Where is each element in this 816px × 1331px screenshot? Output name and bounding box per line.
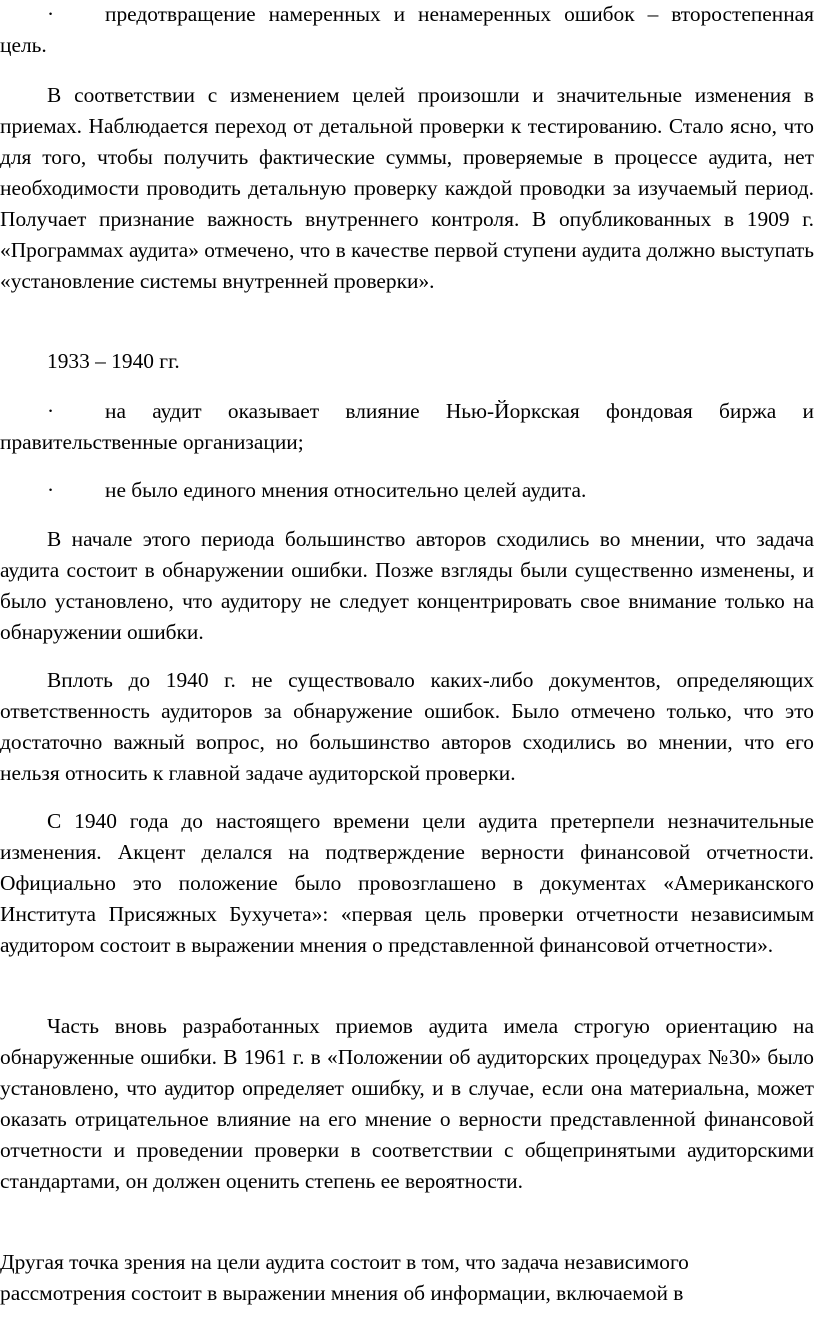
bullet-paragraph-no-consensus — [0, 475, 814, 506]
paragraph-text: С 1940 года до настоящего времени цели аудита претерпели незначительные изменения. Акцент делался на подтверждение верности финансовой отчетности. Официально это положение было провозглашено в документах «Американского Института Присяжных Бухучета»: «первая цель проверки отчетности независимым аудитором состоит в выражении мнения о представленной финансовой отчетности». — [0, 809, 814, 957]
paragraph-early-period — [0, 524, 814, 648]
bullet-marker: · — [47, 2, 55, 26]
paragraph-text: Часть вновь разработанных приемов аудита имела строгую ориентацию на обнаруженные ошибки. В 1961 г. в «Положении об аудиторских процедурах №30» было установлено, что аудитор определяет ошибку, и в случае, если она материальна, может оказать отрицательное влияние на его мнение о верности представленной финансовой отчетности и проведении проверки в соответствии с общепринятыми аудиторскими стандартами, он должен оценить степень ее вероятности. — [0, 1014, 814, 1193]
paragraph-since-1940 — [0, 806, 814, 961]
period-heading-1933-1940 — [0, 346, 814, 377]
paragraph-techniques-change — [0, 80, 814, 297]
paragraph-text: 1933 – 1940 гг. — [47, 349, 180, 373]
paragraph-text: предотвращение намеренных и ненамеренных ошибок – второстепенная цель. — [0, 2, 814, 57]
paragraph-text: Другая точка зрения на цели аудита состоит в том, что задача независимого рассмотрения состоит в выражении мнения об информации, включаемой в — [0, 1250, 689, 1305]
paragraph-other-view — [0, 1247, 814, 1309]
paragraph-text: В соответствии с изменением целей произошли и значительные изменения в приемах. Наблюдается переход от детальной проверки к тестированию. Стало ясно, что для того, чтобы получить фактические суммы, проверяемые в процессе аудита, нет необходимости проводить детальную проверку каждой проводки за изучаемый период. Получает признание важность внутреннего контроля. В опубликованных в 1909 г. «Программах аудита» отмечено, что в качестве первой ступени аудита должно выступать «установление системы внутренней проверки». — [0, 83, 814, 293]
paragraph-text: Вплоть до 1940 г. не существовало каких-либо документов, определяющих ответственность аудиторов за обнаружение ошибок. Было отмечено только, что это достаточно важный вопрос, но большинство авторов сходились во мнении, что его нельзя относить к главной задаче аудиторской проверки. — [0, 668, 814, 785]
bullet-marker: · — [47, 399, 55, 423]
paragraph-1961-statement — [0, 1011, 814, 1197]
bullet-paragraph-errors — [0, 0, 814, 61]
bullet-marker: · — [47, 478, 55, 502]
paragraph-text: В начале этого периода большинство авторов сходились во мнении, что задача аудита состоит в обнаружении ошибки. Позже взгляды были существенно изменены, и было установлено, что аудитору не следует концентрировать свое внимание только на обнаружении ошибки. — [0, 527, 814, 644]
paragraph-text: не было единого мнения относительно целей аудита. — [105, 478, 587, 502]
paragraph-text: на аудит оказывает влияние Нью-Йоркская фондовая биржа и правительственные организации; — [0, 399, 814, 454]
paragraph-until-1940 — [0, 665, 814, 789]
bullet-paragraph-stock-exchange — [0, 396, 814, 458]
